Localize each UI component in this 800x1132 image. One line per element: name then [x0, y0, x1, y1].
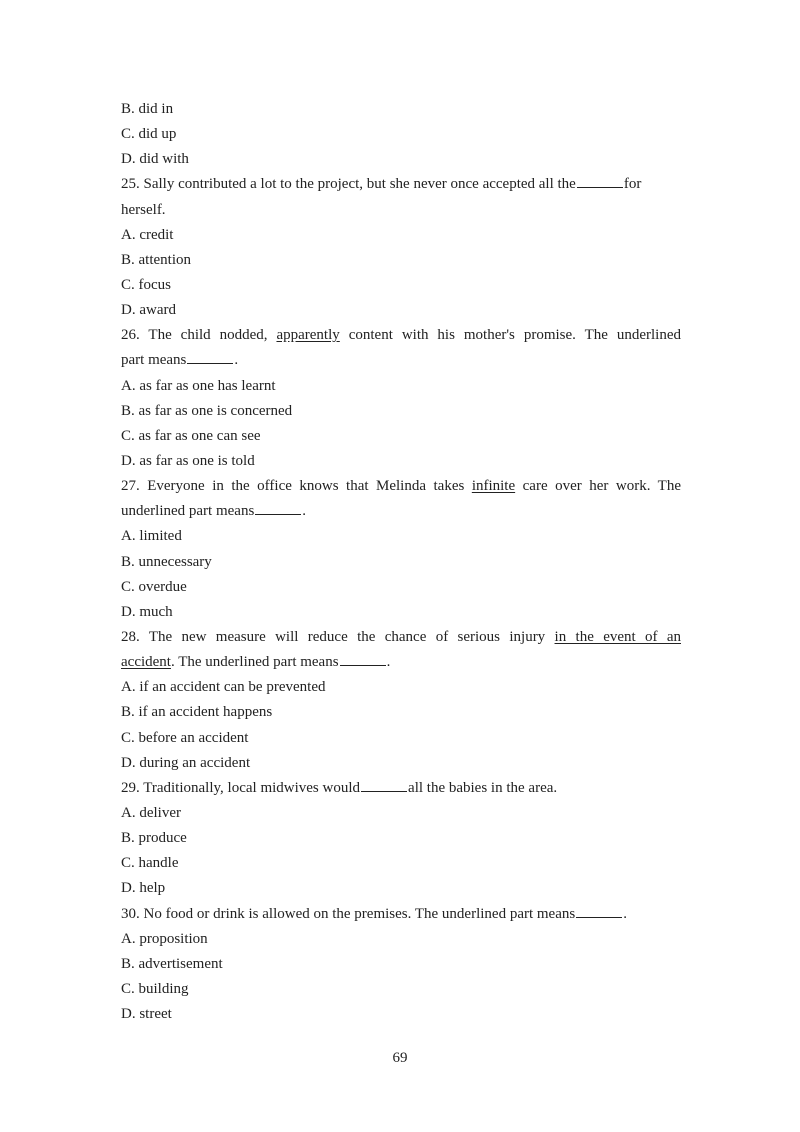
option-line: D. award [121, 302, 176, 319]
question-28-stem-cont [121, 650, 681, 675]
option-line: B. unnecessary [121, 553, 212, 570]
underlined-phrase: in the event of an [554, 628, 681, 645]
question-text: part means [121, 352, 187, 369]
question-27-stem [121, 474, 681, 499]
option-line: D. help [121, 880, 166, 897]
option-line: C. handle [121, 855, 179, 872]
option-line: B. did in [121, 101, 174, 117]
question-text: . [234, 352, 239, 369]
underlined-word: infinite [471, 478, 516, 495]
answer-blank [361, 778, 407, 792]
option-line: D. as far as one is told [121, 452, 255, 469]
page-content [121, 97, 681, 1027]
option-line: D. during an accident [121, 754, 251, 771]
question-text: 27. Everyone in the office knows that Melinda takes [121, 478, 472, 495]
option-line: D. street [121, 1006, 172, 1023]
question-28-stem [121, 625, 681, 650]
question-text: 28. The new measure will reduce the chance of serious injury [121, 628, 555, 645]
question-text: underlined part means [121, 503, 255, 520]
option-line: C. as far as one can see [121, 427, 261, 444]
option-line: D. much [121, 603, 173, 620]
question-text: care over her work. The [515, 478, 681, 495]
question-text: for [623, 176, 642, 193]
question-text: . [302, 503, 307, 520]
answer-blank [340, 652, 386, 666]
answer-blank [577, 174, 623, 188]
option-line: C. building [121, 980, 189, 997]
question-text: all the babies in the area. [408, 779, 558, 796]
question-26-stem-cont [121, 348, 681, 373]
question-text: 25. Sally contributed a lot to the project, but she never once accepted all the [121, 176, 576, 193]
question-30-stem [121, 902, 681, 927]
question-29-stem [121, 776, 681, 801]
option-line: B. attention [121, 251, 191, 268]
option-line: A. as far as one has learnt [121, 377, 276, 394]
option-line: A. if an accident can be prevented [121, 679, 326, 696]
option-line: B. if an accident happens [121, 704, 273, 721]
answer-blank [255, 501, 301, 515]
question-text: . [386, 654, 391, 671]
underlined-phrase: accident [121, 654, 171, 671]
question-25-stem-cont: herself. [121, 201, 166, 218]
answer-blank [576, 904, 622, 918]
question-text: content with his mother's promise. The underlined [339, 327, 681, 344]
answer-blank [187, 350, 233, 364]
option-line: B. produce [121, 830, 187, 847]
option-line: C. focus [121, 276, 171, 293]
question-text: 29. Traditionally, local midwives would [121, 779, 361, 796]
option-line: D. did with [121, 151, 189, 168]
option-line: C. overdue [121, 578, 187, 595]
option-line: B. advertisement [121, 955, 223, 972]
question-27-stem-cont [121, 499, 681, 524]
option-line: A. limited [121, 528, 182, 545]
question-text: 30. No food or drink is allowed on the premises. The underlined part means [121, 905, 576, 922]
option-line: A. deliver [121, 804, 181, 821]
option-line: C. did up [121, 126, 177, 143]
question-26-stem [121, 323, 681, 348]
page-number: 69 [392, 1050, 408, 1066]
question-text: . [623, 905, 627, 922]
option-line: A. credit [121, 226, 174, 243]
option-line: B. as far as one is concerned [121, 402, 293, 419]
question-text: . The underlined part means [170, 654, 339, 671]
question-text: 26. The child nodded, [121, 327, 277, 344]
option-line: A. proposition [121, 930, 208, 947]
underlined-word: apparently [276, 327, 340, 344]
question-25-stem [121, 172, 681, 197]
option-line: C. before an accident [121, 729, 249, 746]
